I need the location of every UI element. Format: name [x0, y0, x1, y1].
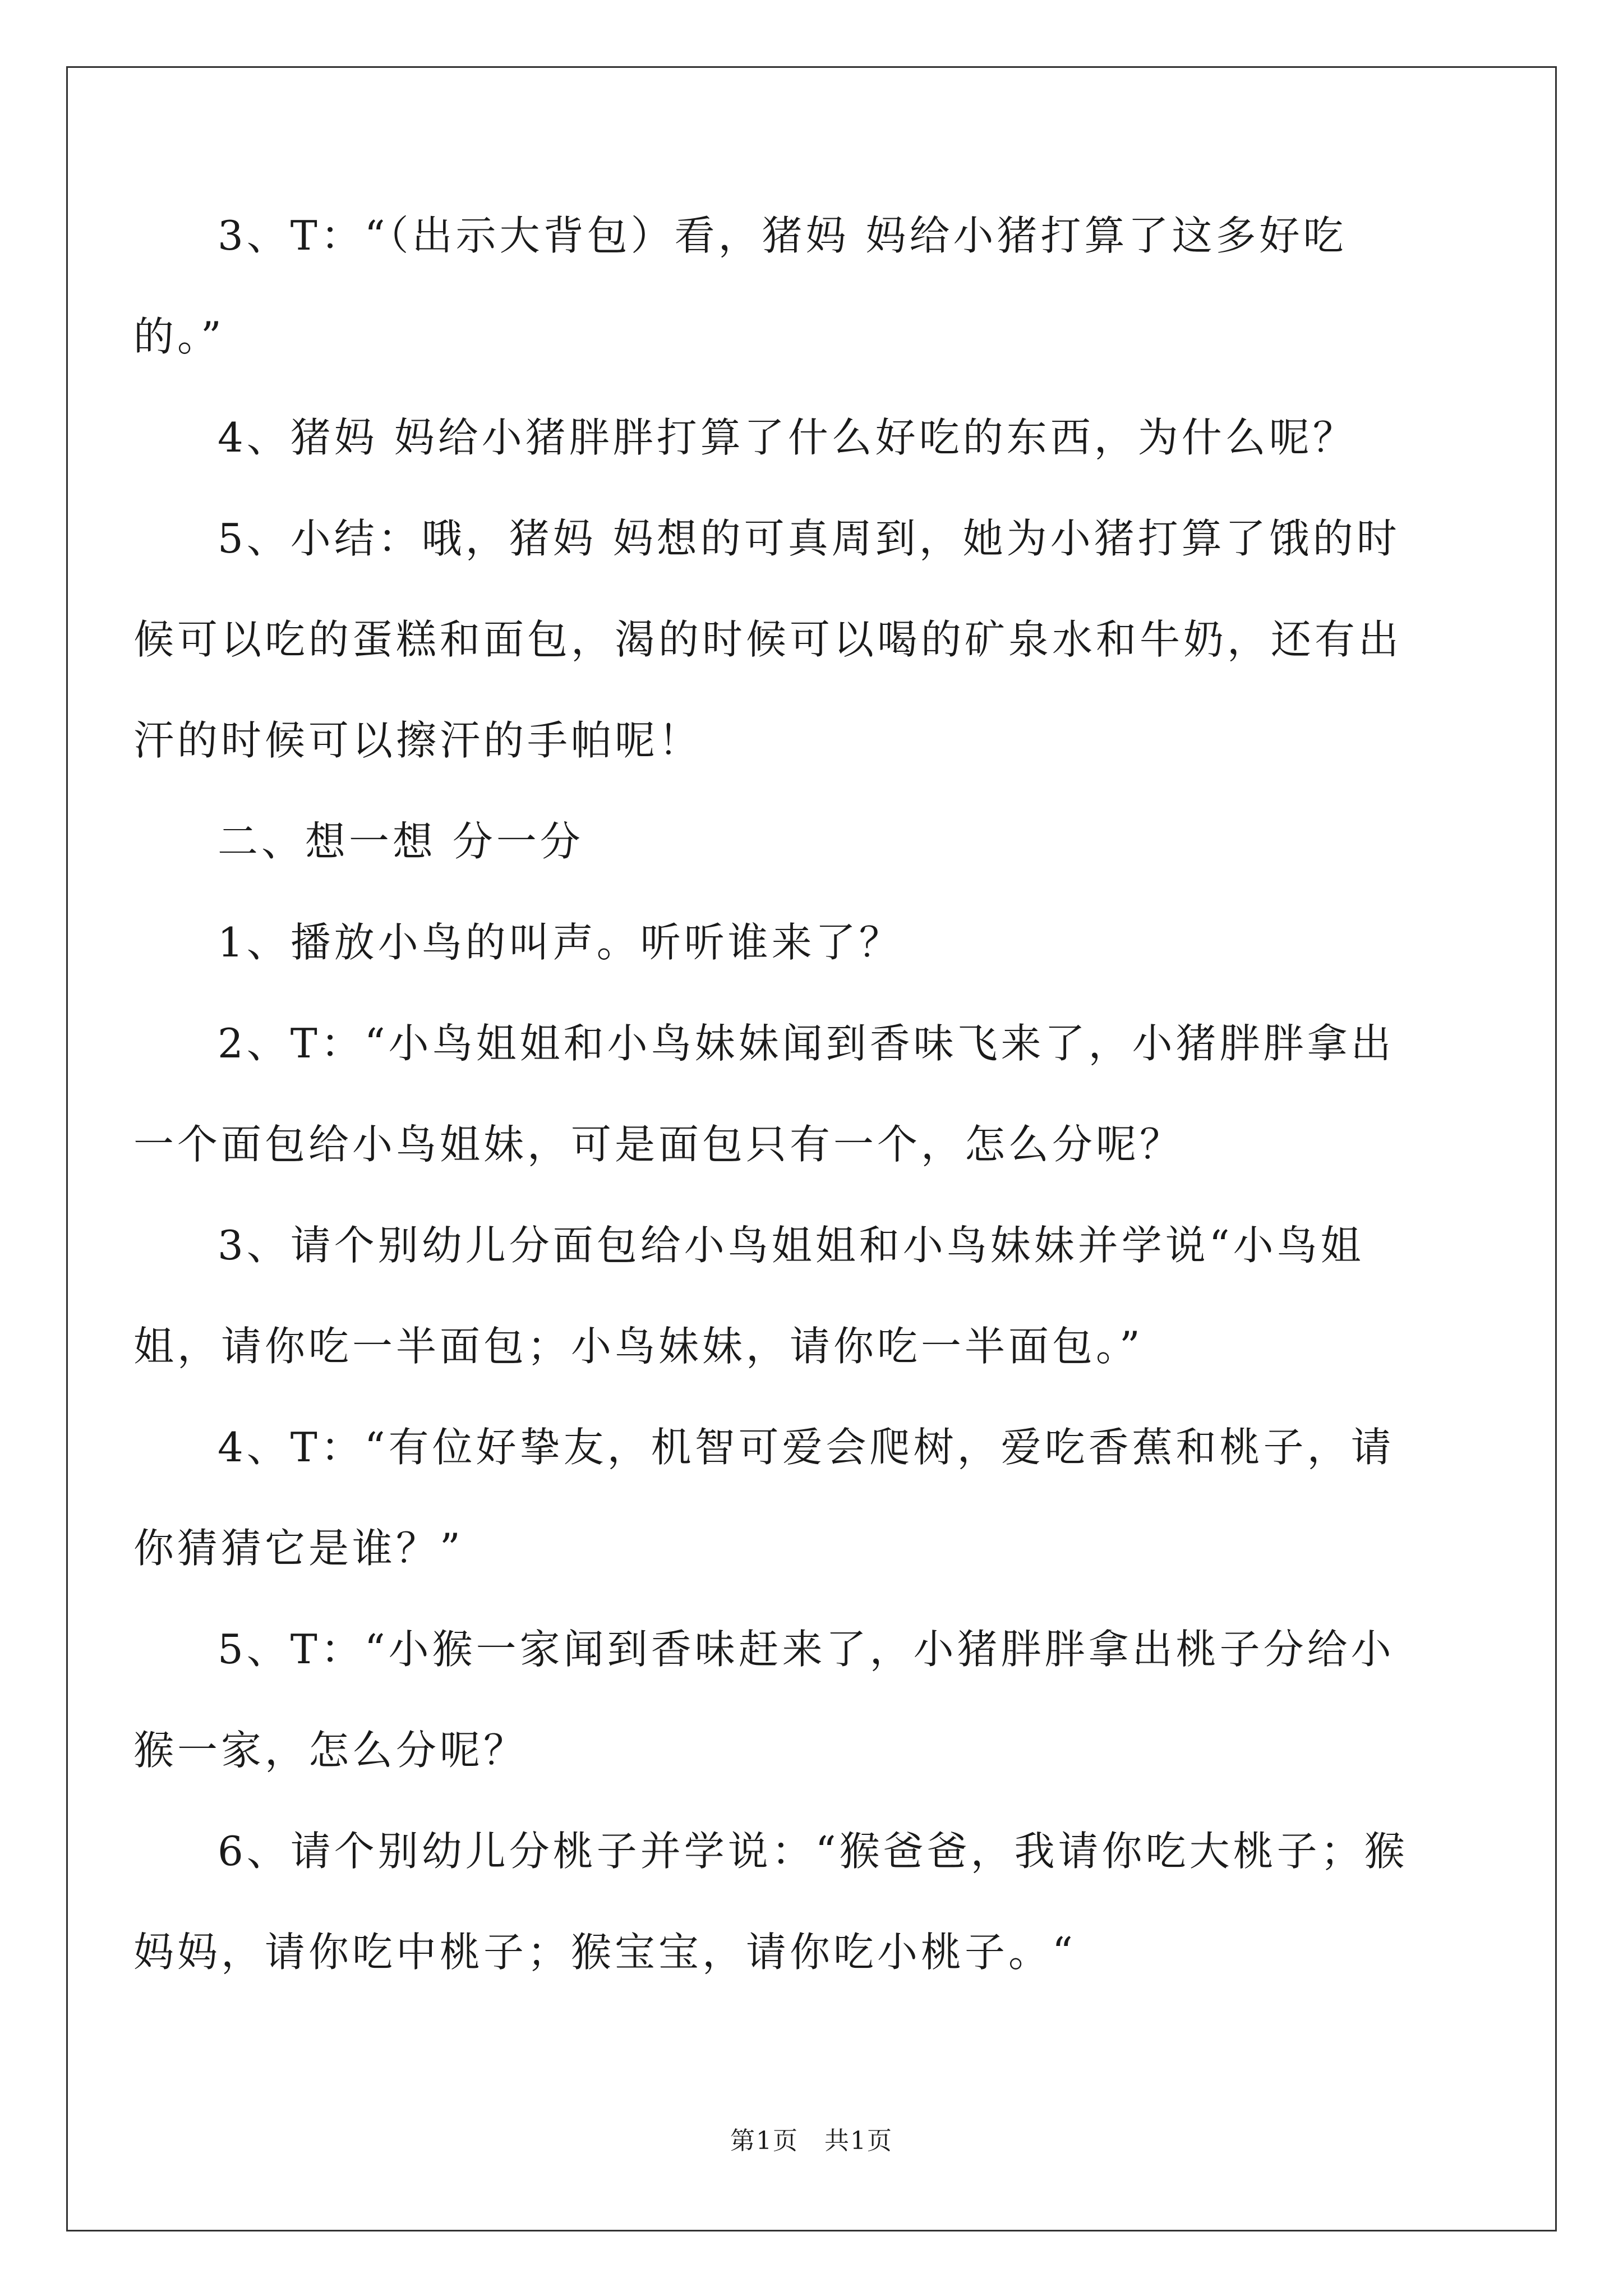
paragraph: 1、播放小鸟的叫声。听听谁来了？ — [218, 919, 903, 966]
section-heading: 二、想一想 分一分 — [218, 818, 584, 865]
paragraph: 4、T：“有位好挚友，机智可爱会爬树，爱吃香蕉和桃子，请你猜猜它是谁？” — [133, 1424, 1395, 1572]
paragraph: 2、T：“小鸟姐姐和小鸟妹妹闻到香味飞来了，小猪胖胖拿出一个面包给小鸟姐妹，可是面包只有一个，怎么分呢？ — [133, 1020, 1395, 1168]
paragraph: 4、猪妈 妈给小猪胖胖打算了什么好吃的东西，为什么呢？ — [218, 414, 1357, 461]
paragraph: 6、请个别幼儿分桃子并学说：“猴爸爸，我请你吃大桃子；猴妈妈，请你吃中桃子；猴宝宝，请你吃小桃子。“ — [133, 1828, 1408, 1976]
paragraph: 3、T：“（出示大背包）看，猪妈 妈给小猪打算了这多好吃的。” — [133, 212, 1347, 360]
paragraph: 5、T：“小猴一家闻到香味赶来了，小猪胖胖拿出桃子分给小猴一家，怎么分呢？ — [133, 1626, 1395, 1774]
document-body — [133, 185, 1429, 2003]
page-footer: 第1页 共1页 — [730, 2127, 893, 2155]
paragraph: 5、小结：哦，猪妈 妈想的可真周到，她为小猪打算了饿的时候可以吃的蛋糕和面包，渴的时候可以喝的矿泉水和牛奶，还有出汗的时候可以擦汗的手帕呢！ — [133, 515, 1403, 764]
paragraph: 3、请个别幼儿分面包给小鸟姐姐和小鸟妹妹并学说“小鸟姐姐，请你吃一半面包；小鸟妹妹，请你吃一半面包。” — [133, 1222, 1364, 1370]
